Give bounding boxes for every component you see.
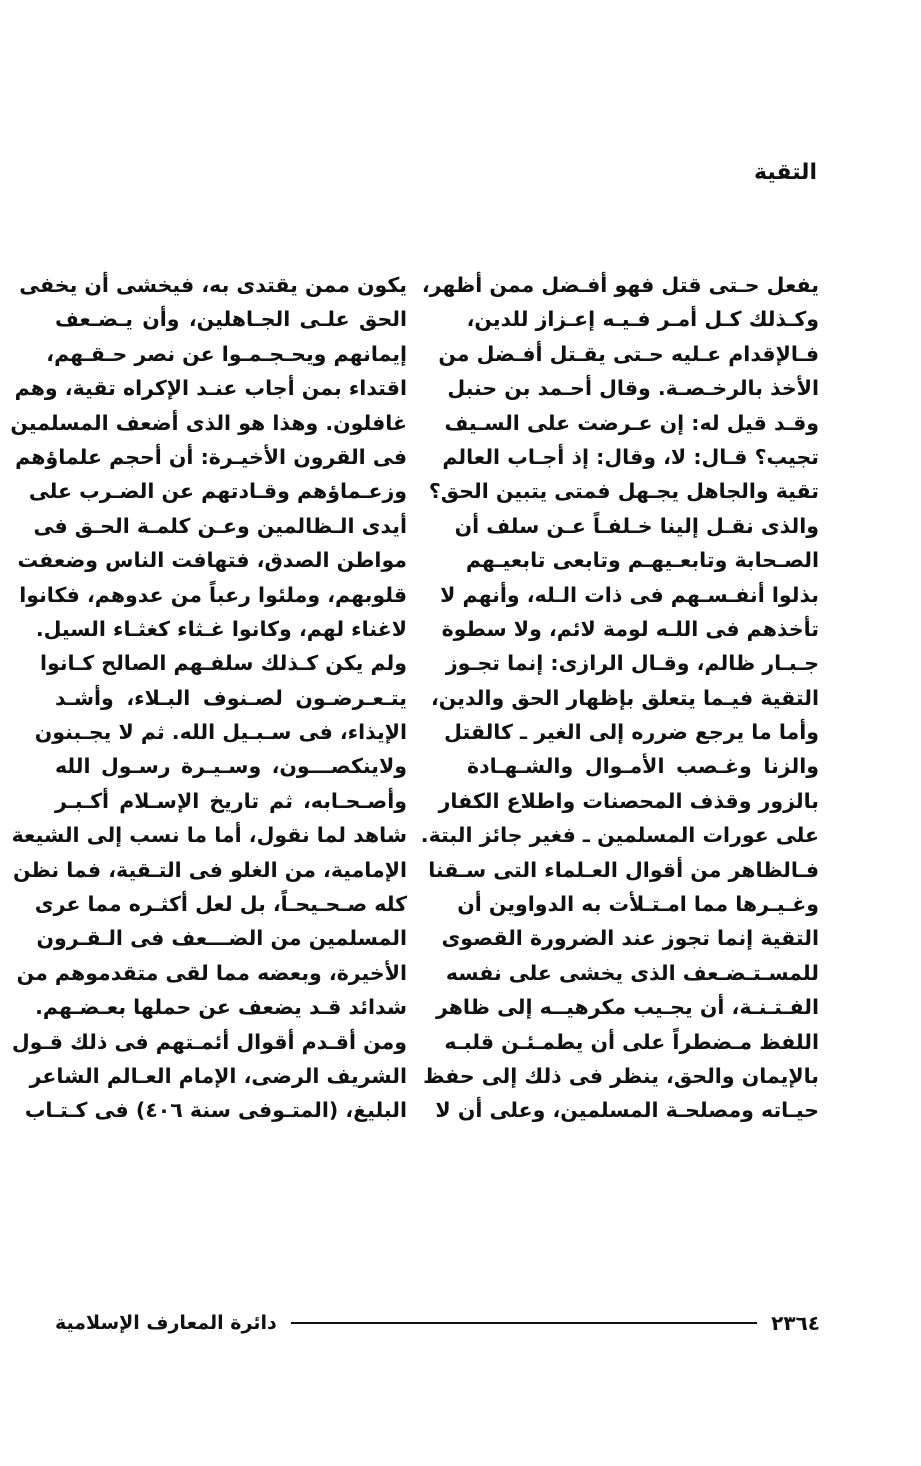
- text-line: أيدى الـظالمين وعـن كلمـة الحـق فى: [33, 513, 407, 538]
- text-line: الحق علـى الجـاهلين، وأن يـضـعف: [55, 307, 407, 332]
- text-line: إيمانهم ويحـجـمـوا عن نصر حـقـهم،: [46, 341, 407, 366]
- text-line: جـبـار ظالم، وقـال الرازى: إنما تجـوز: [445, 651, 819, 676]
- text-line: فـالظاهر من أقوال العـلماء التى سـقنا: [428, 857, 819, 882]
- page-footer: [55, 1308, 820, 1338]
- text-line: يتـعـرضـون لصـنوف البـلاء، وأشـد: [55, 685, 407, 710]
- text-line: وقـد قيل له: إن عـرضت على السـيف: [444, 410, 819, 435]
- text-line: شاهد لما نقول، أما ما نسب إلى الشيعة: [11, 823, 407, 848]
- text-line: الشريف الرضى، الإمام العـالم الشاعر: [29, 1063, 407, 1088]
- text-line: الإيذاء، فى سـبـيل الله. ثم لا يجـبنون: [34, 720, 407, 745]
- footer-divider: [291, 1322, 757, 1324]
- text-line: يكون ممن يقتدى به، فيخشى أن يخفى: [19, 273, 407, 297]
- text-line: التقية فيـما يتعلق بإظهار الحق والدين،: [430, 685, 819, 710]
- text-line: على عورات المسلمين ـ فغير جائز البتة.: [420, 823, 819, 848]
- text-line: ولاينكصـــون، وسـيـرة رسـول الله: [55, 754, 407, 779]
- text-line: بالزور وقذف المحصنات واطلاع الكفار: [438, 788, 819, 813]
- text-line: الأخيرة، وبعضه مما لقى متقدموهم من: [16, 960, 407, 985]
- text-line: البليغ، (المتـوفى سنة ٤٠٦) فى كـتـاب: [24, 1098, 407, 1123]
- text-line: والزنا وغـصب الأمـوال والشـهـادة: [467, 754, 819, 779]
- text-line: تأخذهم فى اللـه لومة لائم، ولا سطوة: [441, 616, 819, 641]
- text-line: بذلوا أنفـسـهم فى ذات الـله، وأنهم لا: [440, 582, 819, 607]
- text-line: شدائد قـد يضعف عن حملها بعـضـهم.: [35, 995, 407, 1020]
- text-line: للمسـتـضـعف الذى يخشى على نفسه: [445, 960, 819, 985]
- text-line: وزعـماؤهم وقـادتهم عن الضـرب على: [28, 479, 407, 504]
- text-line: مواطن الصدق، فتهافت الناس وضعفت: [17, 548, 407, 573]
- text-line: غافلون. وهذا هو الذى أضعف المسلمين: [10, 410, 407, 435]
- text-line: وأما ما يرجع ضرره إلى الغير ـ كالقتل: [444, 720, 819, 745]
- text-line: وغـيـرها مما امـتـلأت به الدواوين أن: [457, 892, 819, 917]
- text-line: ومن أقـدم أقوال أئمـتهم فى ذلك قـول: [11, 1029, 407, 1054]
- text-line: فـالإقدام عـليه حـتى يقـتل أفـضل من: [438, 341, 819, 366]
- text-line: الصـحابة وتابعـيهـم وتابعى تابعيـهم: [465, 548, 819, 573]
- text-line: ولم يكن كـذلك سلفـهم الصالح كـانوا: [39, 651, 407, 676]
- text-line: تقية والجاهل يجـهل فمتى يتبين الحق؟: [428, 479, 819, 504]
- text-line: التقية إنما تجوز عند الضرورة القصوى: [441, 926, 819, 951]
- text-line: وكـذلك كـل أمـر فـيـه إعـزاز للدين،: [466, 307, 819, 332]
- text-line: الأخذ بالرخـصـة. وقال أحـمد بن حنبل: [447, 376, 819, 401]
- right-text-column: [420, 268, 819, 1128]
- text-line: لاغناء لهم، وكانوا غـثاء كغثـاء السيل.: [35, 616, 407, 641]
- text-line: والذى نقـل إلينا خـلفـاً عـن سلف أن: [454, 513, 819, 538]
- text-line: قلوبهم، وملئوا رعباً من عدوهم، فكانوا: [19, 582, 407, 607]
- left-text-column: [10, 268, 407, 1128]
- text-line: اقتداء بمن أجاب عنـد الإكراه تقية، وهم: [14, 376, 407, 401]
- text-line: الفـتـنـة، أن يجـيب مكرهيــه إلى ظاهر: [435, 995, 819, 1020]
- publication-title: دائرة المعارف الإسلامية: [55, 1312, 277, 1334]
- text-line: يفعل حـتى قتل فهو أفـضل ممن أظهر،: [421, 273, 819, 297]
- text-line: بالإيمان والحق، ينظر فى ذلك إلى حفظ: [423, 1063, 819, 1088]
- text-line: حيـاته ومصلحـة المسلمين، وعلى أن لا: [435, 1098, 819, 1123]
- text-line: كله صـحـيحـاً، بل لعل أكثـره مما عرى: [34, 892, 407, 917]
- page-number: ٢٣٦٤: [771, 1311, 820, 1335]
- text-line: المسلمين من الضـــعف فى الـقـرون: [36, 926, 407, 951]
- running-title: التقية: [754, 160, 817, 185]
- text-line: وأصـحـابه، ثم تاريخ الإسـلام أكـبـر: [55, 788, 407, 813]
- text-line: تجيب؟ قـال: لا، وقال: إذ أجـاب العالم: [442, 444, 819, 469]
- text-line: الإمامية، من الغلو فى التـقية، فما نظن: [12, 857, 407, 882]
- text-line: فى القرون الأخيـرة: أن أحجم علماؤهم: [15, 444, 407, 469]
- text-line: اللفظ مـضطراً على أن يطمـئـن قلبـه: [444, 1029, 819, 1054]
